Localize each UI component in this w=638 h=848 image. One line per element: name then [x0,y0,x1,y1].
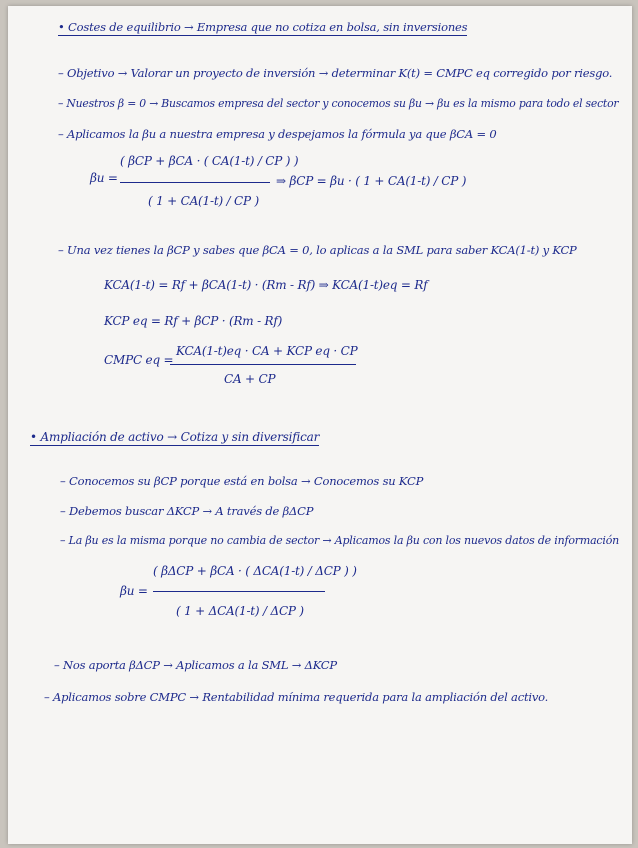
note-objetivo: – Objetivo → Valorar un proyecto de inversión → determinar K(t) = CMPC eq corregido por riesgo. [58,66,613,80]
eq1-rhs: ⇒ βCP = βu · ( 1 + CA(1-t) / CP ) [276,174,467,188]
note-conocemos-bcp: – Conocemos su βCP porque está en bolsa → Conocemos su KCP [60,474,424,488]
eq5-denominator: ( 1 + ΔCA(1-t) / ΔCP ) [176,604,304,618]
heading-costes-equilibrio: • Costes de equilibrio → Empresa que no cotiza en bolsa, sin inversiones [58,20,468,34]
note-aplicamos-beta: – Aplicamos la βu a nuestra empresa y despejamos la fórmula ya que βCA = 0 [58,127,497,141]
eq3-kcp: KCP eq = Rf + βCP · (Rm - Rf) [104,314,283,328]
heading-ampliacion-activo: • Ampliación de activo → Cotiza y sin diversificar [30,430,320,444]
bleed-through [448,36,452,49]
note-cmpc: – Aplicamos sobre CMPC → Rentabilidad mínima requerida para la ampliación del activo. [44,690,549,704]
eq5-lhs: βu = [120,584,148,598]
eq4-fraction-bar [170,364,356,365]
eq5-fraction-bar [153,591,325,592]
note-nos-aporta: – Nos aporta βΔCP → Aplicamos a la SML → ΔKCP [54,658,337,672]
note-beta-sector: – Nuestros β = 0 → Buscamos empresa del sector y conocemos su βu → βu es la mismo para todo el sector [58,97,619,110]
note-debemos-buscar: – Debemos buscar ΔKCP → A través de βΔCP [60,504,314,518]
eq1-lhs: βu = [90,171,118,185]
eq4-denominator: CA + CP [224,372,276,386]
eq1-fraction-bar [120,182,270,183]
eq1-denominator: ( 1 + CA(1-t) / CP ) [148,194,259,208]
eq1-numerator: ( βCP + βCA · ( CA(1-t) / CP ) ) [120,154,299,168]
eq4-lhs: CMPC eq = [104,353,174,367]
eq2-kca: KCA(1-t) = Rf + βCA(1-t) · (Rm - Rf) ⇒ KCA(1-t)eq = Rf [104,278,428,292]
eq4-numerator: KCA(1-t)eq · CA + KCP eq · CP [176,344,358,358]
eq5-numerator: ( βΔCP + βCA · ( ΔCA(1-t) / ΔCP ) ) [153,564,357,578]
note-sml: – Una vez tienes la βCP y sabes que βCA = 0, lo aplicas a la SML para saber KCA(1-t) y KCP [58,243,577,257]
notebook-page [8,6,632,844]
note-beta-misma: – La βu es la misma porque no cambia de sector → Aplicamos la βu con los nuevos datos de información [60,534,620,547]
